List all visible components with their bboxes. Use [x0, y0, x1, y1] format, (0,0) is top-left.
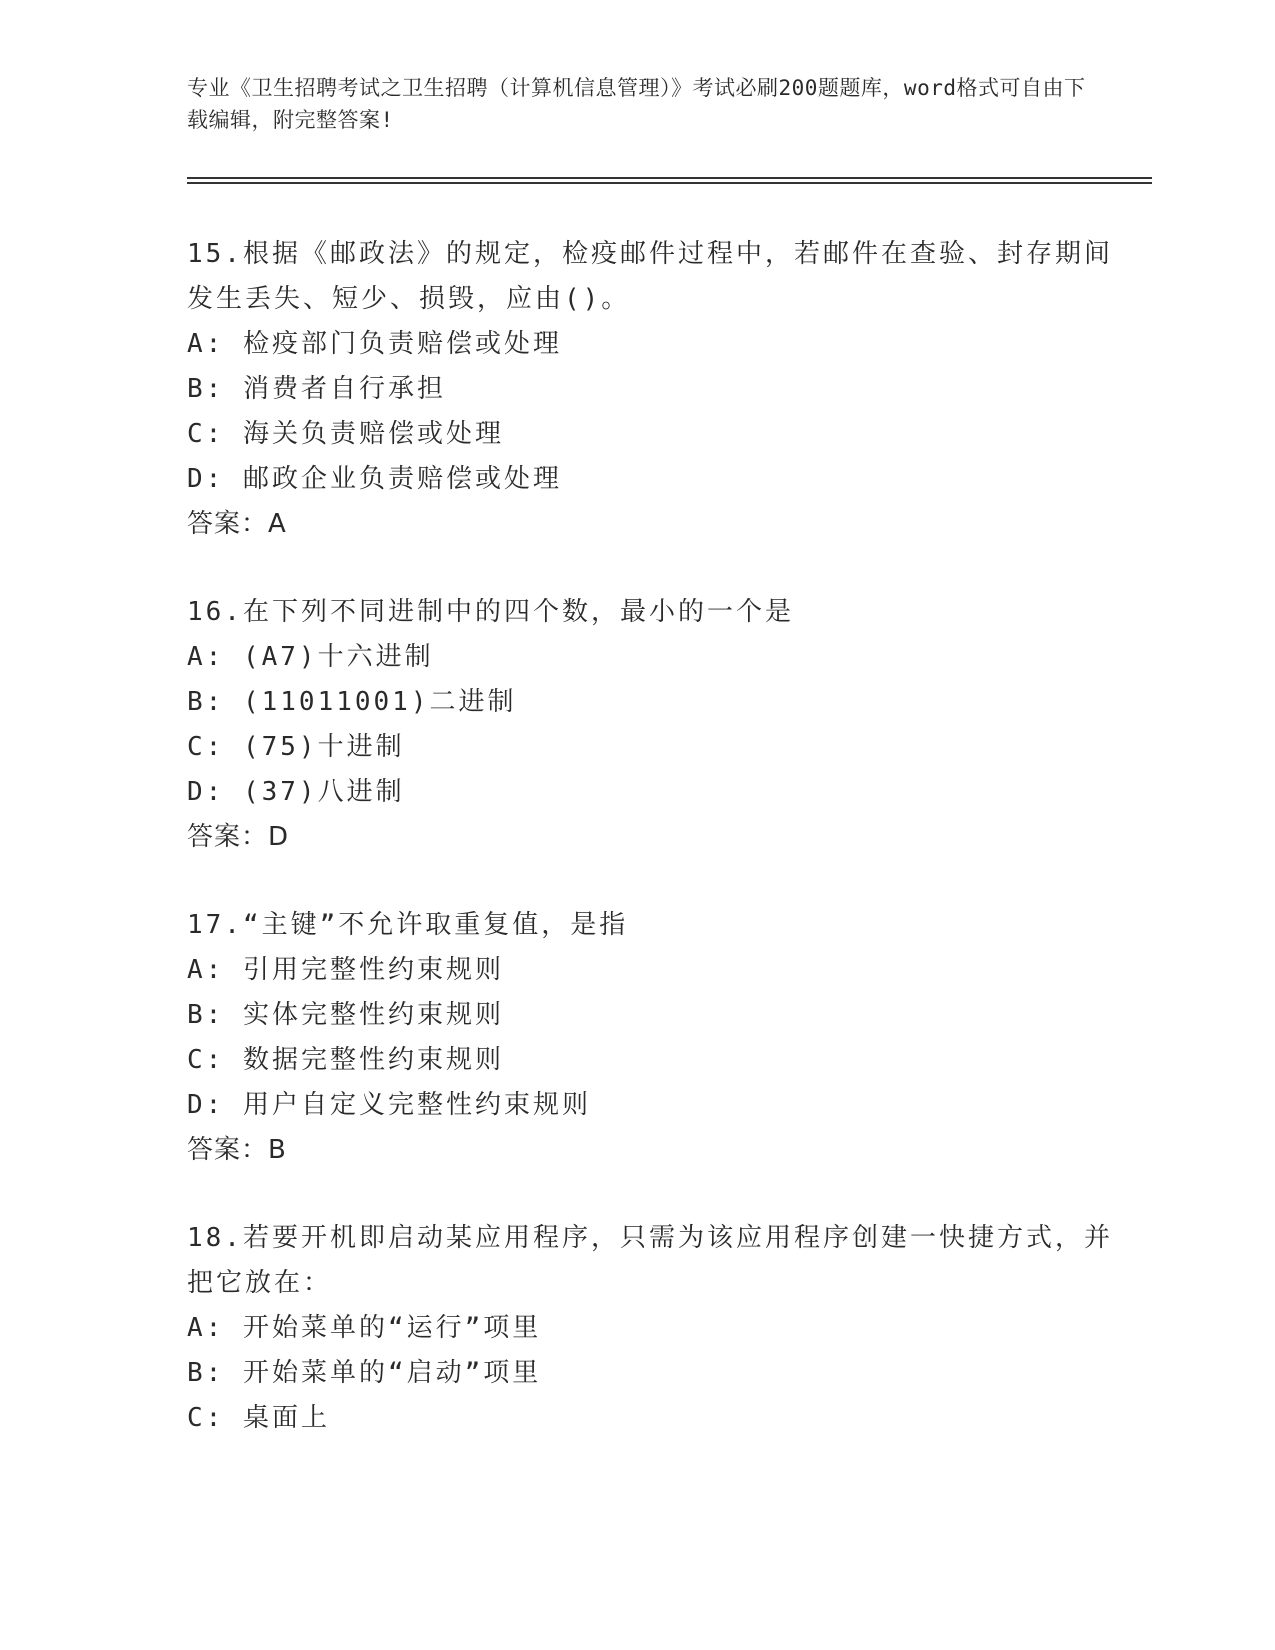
question-stem: 17.“主键”不允许取重复值，是指	[187, 910, 629, 940]
option-b: B: 消费者自行承担	[187, 374, 446, 404]
question-stem: 16.在下列不同进制中的四个数，最小的一个是	[187, 597, 794, 627]
option-b: B: 开始菜单的“启动”项里	[187, 1358, 542, 1388]
option-a: A: (A7)十六进制	[187, 642, 434, 672]
question-17	[187, 903, 1137, 1173]
option-a: A: 开始菜单的“运行”项里	[187, 1313, 542, 1343]
document-header: 专业《卫生招聘考试之卫生招聘（计算机信息管理）》考试必刷200题题库，word格式可自由下载编辑，附完整答案!	[187, 76, 1086, 132]
option-d: D: 邮政企业负责赔偿或处理	[187, 464, 562, 494]
answer-line: 答案：B	[187, 1135, 287, 1165]
option-b: B: (11011001)二进制	[187, 687, 517, 717]
option-a: A: 引用完整性约束规则	[187, 955, 504, 985]
option-c: C: 数据完整性约束规则	[187, 1045, 504, 1075]
question-16	[187, 590, 1137, 860]
option-c: C: 桌面上	[187, 1403, 330, 1433]
question-stem: 18.若要开机即启动某应用程序，只需为该应用程序创建一快捷方式，并把它放在：	[187, 1223, 1113, 1298]
option-a: A: 检疫部门负责赔偿或处理	[187, 329, 562, 359]
answer-line: 答案：D	[187, 822, 290, 852]
header-divider-bottom	[187, 182, 1152, 184]
option-b: B: 实体完整性约束规则	[187, 1000, 504, 1030]
question-list	[187, 232, 1137, 1484]
option-c: C: (75)十进制	[187, 732, 405, 762]
question-stem: 15.根据《邮政法》的规定，检疫邮件过程中，若邮件在查验、封存期间发生丢失、短少、损毁，应由()。	[187, 239, 1113, 314]
option-c: C: 海关负责赔偿或处理	[187, 419, 504, 449]
option-d: D: (37)八进制	[187, 777, 405, 807]
answer-line: 答案：A	[187, 509, 287, 539]
question-18	[187, 1216, 1137, 1441]
header-divider-top	[187, 177, 1152, 179]
question-15	[187, 232, 1137, 547]
option-d: D: 用户自定义完整性约束规则	[187, 1090, 591, 1120]
